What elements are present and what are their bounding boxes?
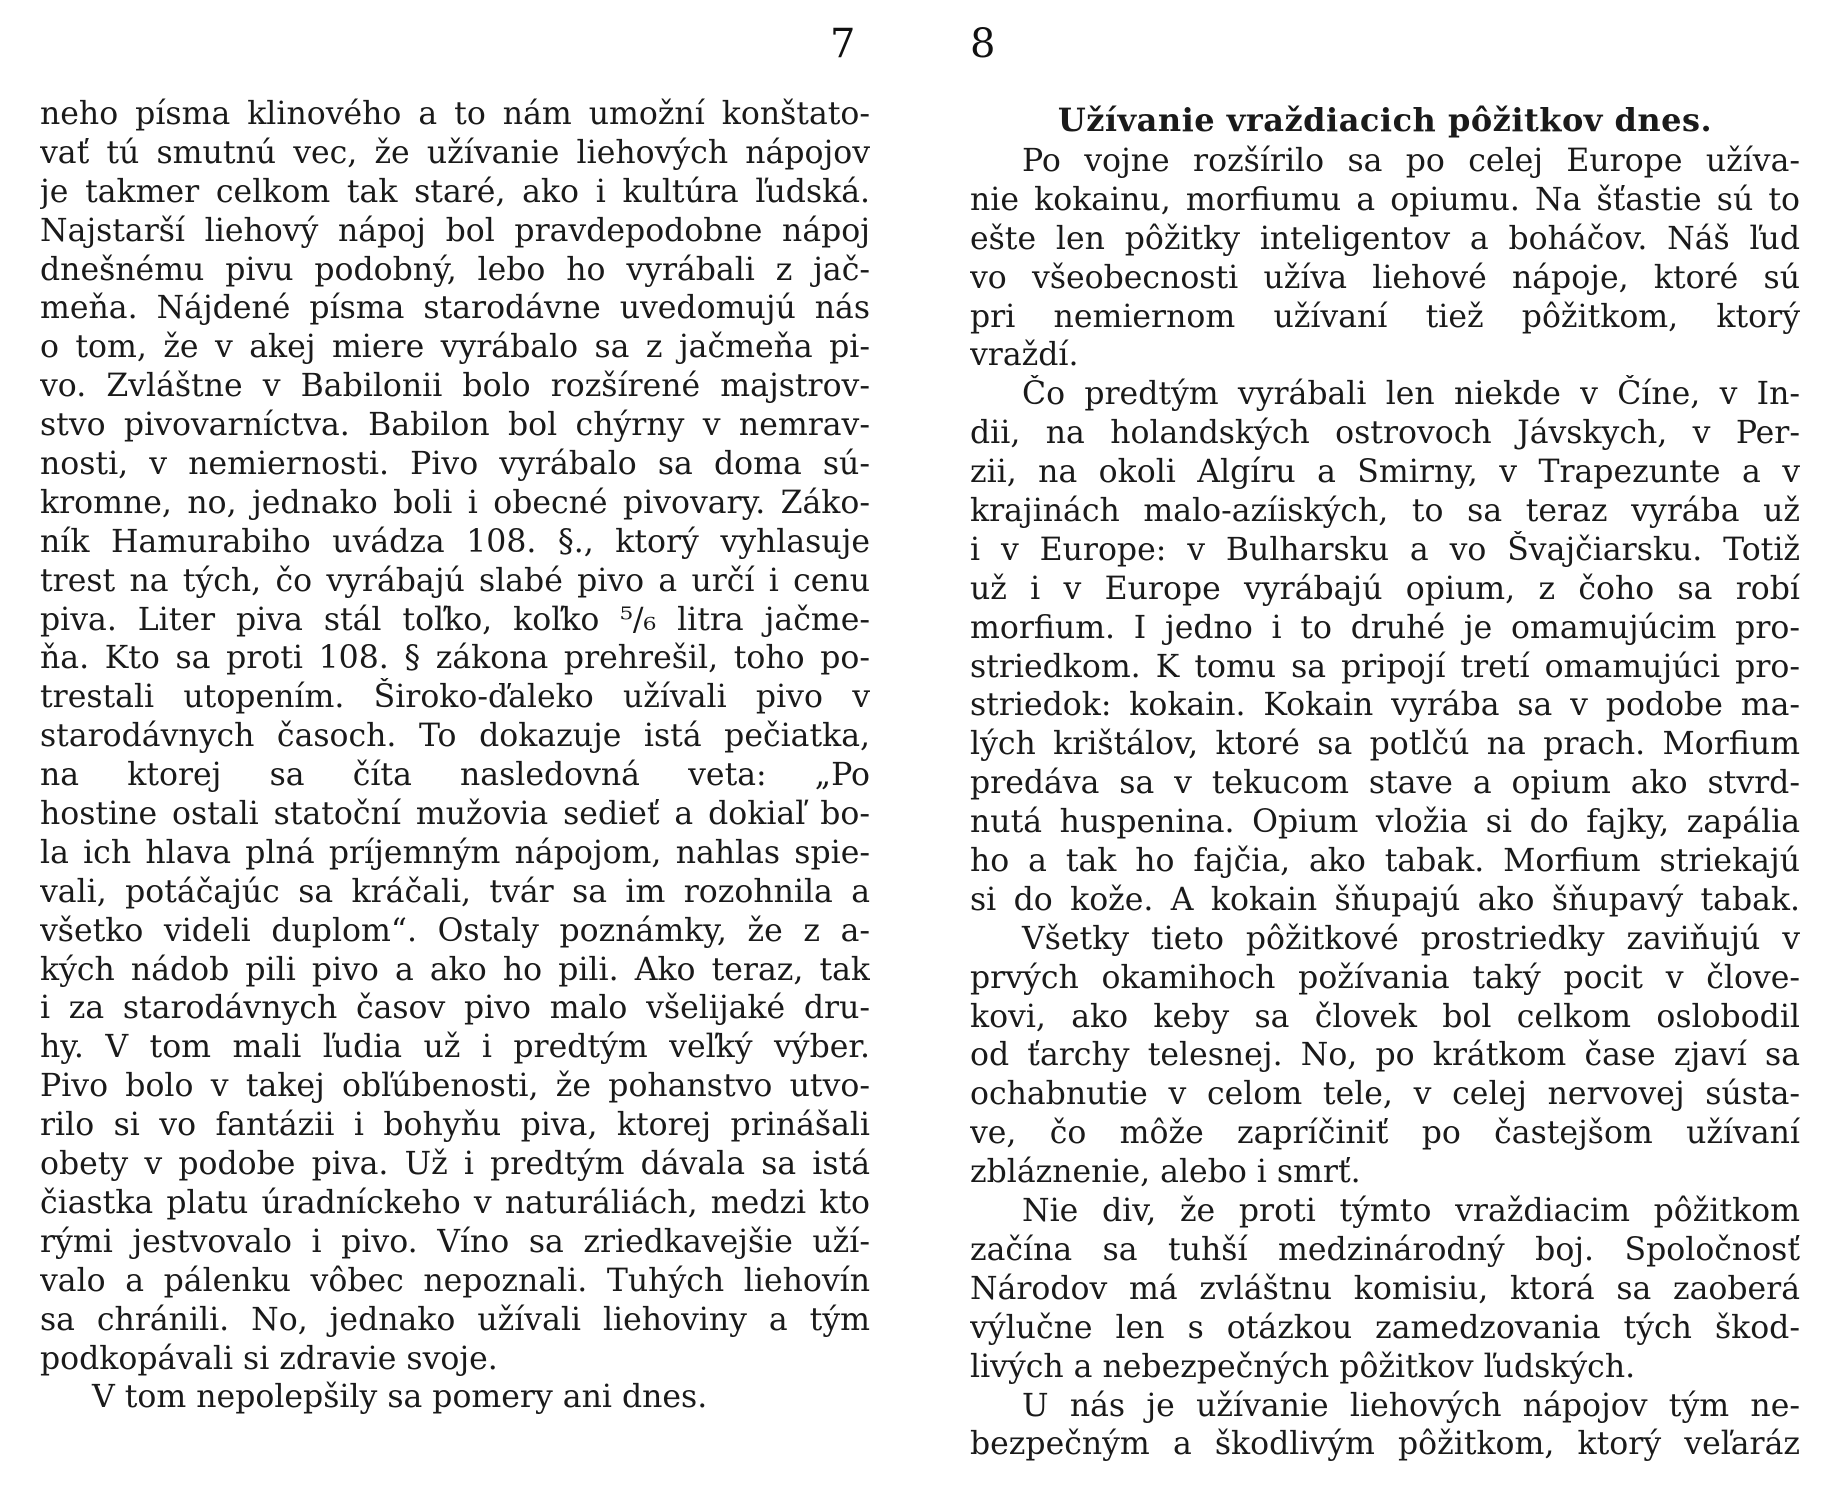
text-line: trest na tých, čo vyrábajú slabé pivo a určí i cenu xyxy=(40,562,870,599)
text-line: Nie div, že proti týmto vraždiacim pôžitkom xyxy=(1022,1193,1800,1230)
left-page-text xyxy=(40,95,870,1417)
text-line: rými jestvovalo i pivo. Víno sa zriedkavejšie uží- xyxy=(40,1223,870,1260)
text-line: kromne, no, jednako boli i obecné pivovary. Záko- xyxy=(40,484,870,521)
text-line: livých a nebezpečných pôžitkov ľudských. xyxy=(970,1348,1636,1385)
text-line: hy. V tom mali ľudia už i predtým veľký výber. xyxy=(40,1029,870,1066)
text-line: pri nemiernom užívaní tiež pôžitkom, ktorý xyxy=(970,298,1800,335)
text-line: o tom, že v akej miere vyrábalo sa z jačmeňa pi- xyxy=(40,329,870,366)
text-line: nie kokainu, morfiumu a opiumu. Na šťastie sú to xyxy=(970,181,1800,218)
text-line: zii, na okoli Algíru a Smirny, v Trapezunte a v xyxy=(970,454,1800,491)
text-line: bezpečným a škodlivým pôžitkom, ktorý veľaráz xyxy=(970,1426,1800,1463)
text-line: si do kože. A kokain šňupajú ako šňupavý tabak. xyxy=(970,881,1800,918)
text-line: V tom nepolepšily sa pomery ani dnes. xyxy=(92,1379,708,1416)
text-line: vali, potáčajúc sa kráčali, tvár sa im rozohnila a xyxy=(40,873,870,910)
right-page-text xyxy=(970,100,1800,1464)
text-line: výlučne len s otázkou zamedzovania tých škod- xyxy=(970,1309,1800,1346)
text-line: ho a tak ho fajčia, ako tabak. Morfium striekajú xyxy=(970,843,1800,880)
left-page xyxy=(40,0,870,1500)
text-line: starodávnych časoch. To dokazuje istá pečiatka, xyxy=(40,718,870,755)
text-line: vraždí. xyxy=(970,337,1079,374)
text-line: ňa. Kto sa proti 108. § zákona prehrešil, toho po- xyxy=(40,640,870,677)
text-line: Národov má zvláštnu komisiu, ktorá sa zaoberá xyxy=(970,1270,1800,1307)
text-line: vať tú smutnú vec, že užívanie liehových nápojov xyxy=(40,134,870,171)
text-line: Po vojne rozšírilo sa po celej Europe užíva- xyxy=(1022,143,1800,179)
text-line: valo a pálenku vôbec nepoznali. Tuhých liehovín xyxy=(40,1262,870,1299)
text-line: od ťarchy telesnej. No, po krátkom čase zjaví sa xyxy=(970,1037,1800,1074)
text-line: Pivo bolo v takej obľúbenosti, že pohanstvo utvo- xyxy=(40,1068,870,1105)
text-line: hostine ostali statoční mužovia sedieť a dokiaľ bo- xyxy=(40,796,870,833)
text-line: všetko videli duplom“. Ostaly poznámky, že z a- xyxy=(40,912,870,949)
text-line: predáva sa v tekucom stave a opium ako stvrd- xyxy=(970,765,1800,802)
text-line: obety v podobe piva. Už i predtým dávala sa istá xyxy=(40,1146,870,1183)
text-line: U nás je užívanie liehových nápojov tým ne- xyxy=(1022,1387,1800,1424)
text-line: vo všeobecnosti užíva liehové nápoje, ktoré sú xyxy=(970,259,1800,296)
text-line: i za starodávnych časov pivo malo všelijaké dru- xyxy=(40,990,870,1027)
text-line: sa chránili. No, jednako užívali liehoviny a tým xyxy=(40,1301,870,1338)
text-line: kovi, ako keby sa človek bol celkom oslobodil xyxy=(970,998,1800,1035)
text-line: lých krištálov, ktoré sa potlčú na prach. Morfium xyxy=(970,726,1800,763)
text-line: vo. Zvláštne v Babilonii bolo rozšírené majstrov- xyxy=(40,368,870,405)
text-line: trestali utopením. Široko-ďaleko užívali pivo v xyxy=(40,679,870,716)
text-line: rilo si vo fantázii i bohyňu piva, ktorej prinášali xyxy=(40,1107,870,1144)
page-number-left: 7 xyxy=(830,21,856,67)
text-line: už i v Europe vyrábajú opium, z čoho sa robí xyxy=(970,570,1800,607)
text-line: striedkom. K tomu sa pripojí tretí omamujúci pro- xyxy=(970,648,1800,685)
text-line: la ich hlava plná príjemným nápojom, nahlas spie- xyxy=(40,834,870,871)
page-number-right: 8 xyxy=(970,21,996,67)
text-line: i v Europe: v Bulharsku a vo Švajčiarsku. Totiž xyxy=(970,531,1800,568)
text-line: ník Hamurabiho uvádza 108. §., ktorý vyhlasuje xyxy=(40,523,870,560)
text-line: podkopávali si zdravie svoje. xyxy=(40,1340,498,1377)
text-line: striedok: kokain. Kokain vyrába sa v podobe ma- xyxy=(970,687,1800,724)
text-line: piva. Liter piva stál toľko, koľko ⁵/₆ litra jačme- xyxy=(40,601,870,638)
text-line: zbláznenie, alebo i smrť. xyxy=(970,1154,1361,1191)
text-line: ešte len pôžitky inteligentov a boháčov. Náš ľud xyxy=(970,220,1800,257)
text-line: dii, na holandských ostrovoch Jávskych, v Per- xyxy=(970,415,1800,452)
text-line: kých nádob pili pivo a ako ho pili. Ako teraz, tak xyxy=(40,951,870,988)
text-line: dnešnému pivu podobný, lebo ho vyrábali z jač- xyxy=(40,251,870,288)
text-line: na ktorej sa číta nasledovná veta: „Po xyxy=(40,757,870,794)
text-line: morfium. I jedno i to druhé je omamujúcim pro- xyxy=(970,609,1800,646)
right-page xyxy=(970,0,1800,1500)
text-line: prvých okamihoch požívania taký pocit v člove- xyxy=(970,959,1800,996)
text-line: Najstarší liehový nápoj bol pravdepodobne nápoj xyxy=(40,212,870,249)
text-line: ve, čo môže zapríčiniť po častejšom užívaní xyxy=(970,1115,1800,1152)
text-line: meňa. Nájdené písma starodávne uvedomujú nás xyxy=(40,290,870,327)
text-line: ochabnutie v celom tele, v celej nervovej sústa- xyxy=(970,1076,1800,1113)
text-line: nosti, v nemiernosti. Pivo vyrábalo sa doma sú- xyxy=(40,446,870,483)
text-line: Všetky tieto pôžitkové prostriedky zaviňujú v xyxy=(1022,920,1800,957)
text-line: stvo pivovarníctva. Babilon bol chýrny v nemrav- xyxy=(40,407,870,444)
text-line: Čo predtým vyrábali len niekde v Číne, v In- xyxy=(1022,376,1800,413)
text-line: začína sa tuhší medzinárodný boj. Spoločnosť xyxy=(970,1231,1800,1268)
text-line: nutá huspenina. Opium vložia si do fajky, zapália xyxy=(970,804,1800,841)
text-line: je takmer celkom tak staré, ako i kultúra ľudská. xyxy=(40,173,870,210)
section-heading: Užívanie vraždiacich pôžitkov dnes. xyxy=(1057,101,1713,139)
text-line: neho písma klinového a to nám umožní konštato- xyxy=(40,96,870,132)
text-line: čiastka platu úradníckeho v naturáliách, medzi kto xyxy=(40,1184,870,1221)
text-line: krajinách malo-azíiských, to sa teraz vyrába už xyxy=(970,493,1800,530)
